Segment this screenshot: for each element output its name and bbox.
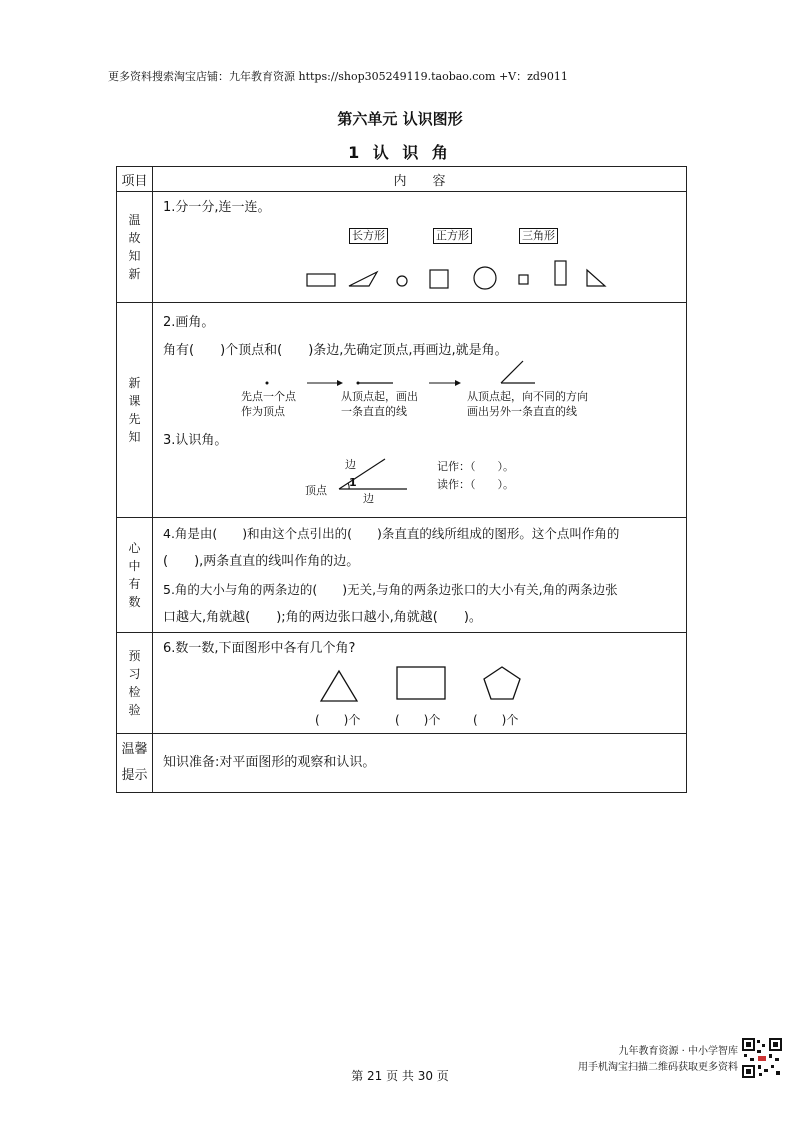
label-tip	[117, 734, 153, 793]
shape-rectangle-2	[555, 261, 566, 285]
step2-text-b: 一条直直的线	[341, 405, 407, 418]
answer-rectangle: ( )个	[395, 713, 441, 727]
question-3: 3.认识角。	[163, 433, 228, 448]
label-triangle: 三角形	[519, 228, 558, 244]
shape-triangle-1	[349, 272, 377, 286]
step2-text-a: 从顶点起，画出	[341, 390, 418, 403]
label-rectangle: 长方形	[349, 228, 388, 244]
question-5-line-2: 口越大,角就越( );角的两边张口越小,角就越( )。	[163, 610, 482, 625]
angle-label-edge-bottom: 边	[363, 492, 374, 505]
shapes-figure	[153, 192, 687, 302]
angle-label-vertex: 顶点	[305, 484, 327, 497]
brand-line-1: 九年教育资源 · 中小学智库	[618, 1046, 738, 1057]
step1-text-a: 先点一个点	[241, 390, 296, 403]
preview-triangle	[321, 671, 357, 701]
content-preview	[153, 633, 687, 734]
question-4-line-1: 4.角是由( )和由这个点引出的( )条直直的线所组成的图形。这个点叫作角的	[163, 526, 620, 541]
write-as-text: 记作：（ ）。	[437, 460, 514, 473]
question-6: 6.数一数,下面图形中各有几个角?	[163, 641, 356, 656]
step-arrow-2-head	[455, 380, 461, 386]
shape-circle-small	[397, 276, 407, 286]
step2-point	[357, 382, 360, 385]
question-5-line-1: 5.角的大小与角的两条边的( )无关,与角的两条边张口的大小有关,角的两条边张	[163, 582, 618, 597]
row-new	[117, 303, 687, 518]
answer-pentagon: ( )个	[473, 713, 519, 727]
header-text: 更多资料搜索淘宝店铺：九年教育资源 https://shop305249119.taobao.com +V：zd9011	[108, 70, 568, 83]
answer-triangle: ( )个	[315, 713, 361, 727]
step3-text-a: 从顶点起，向不同的方向	[467, 390, 588, 403]
step1-text-b: 作为顶点	[241, 405, 285, 418]
step3-line-b	[501, 361, 523, 383]
row-mind	[117, 518, 687, 633]
label-preview-text: 预习检验	[128, 649, 141, 717]
brand-line-2: 用手机淘宝扫描二维码获取更多资料	[578, 1062, 738, 1073]
step1-point	[266, 382, 269, 385]
question-2: 2.画角。	[163, 315, 215, 330]
step3-text-b: 画出另外一条直直的线	[467, 405, 577, 418]
page-number: 第 21 页 共 30 页	[351, 1069, 449, 1083]
label-mind-text: 心中有数	[128, 541, 141, 609]
read-as-text: 读作：（ ）。	[437, 478, 514, 491]
content-review	[153, 192, 687, 303]
content-new	[153, 303, 687, 518]
content-mind	[153, 518, 687, 633]
step-arrow-1-head	[337, 380, 343, 386]
question-1: 1.分一分,连一连。	[163, 200, 271, 215]
shape-rectangle-1	[307, 274, 335, 286]
draw-angle-steps-figure	[153, 303, 687, 517]
angle-label-edge-top: 边	[345, 458, 356, 471]
label-review	[117, 192, 153, 303]
shape-circle-large	[474, 267, 496, 289]
col-content-header: 内 容	[153, 167, 687, 192]
label-preview	[117, 633, 153, 734]
shape-triangle-2	[587, 270, 605, 286]
label-mind	[117, 518, 153, 633]
label-tip-text: 温馨提示	[121, 742, 148, 783]
table-header-row	[117, 167, 687, 192]
label-review-text: 温故知新	[128, 213, 141, 281]
row-tip	[117, 734, 687, 793]
unit-title: 第六单元 认识图形	[337, 110, 463, 128]
shape-square-2	[519, 275, 528, 284]
lesson-title: 1 认 识 角	[348, 143, 452, 162]
tip-text: 知识准备:对平面图形的观察和认识。	[163, 755, 376, 770]
preview-pentagon	[484, 667, 520, 699]
row-preview	[117, 633, 687, 734]
angle-label-mark: 1	[349, 476, 357, 489]
question-2-text: 角有( )个顶点和( )条边,先确定顶点,再画边,就是角。	[163, 343, 508, 358]
row-review	[117, 192, 687, 303]
col-item-header: 项目	[117, 167, 153, 192]
label-square: 正方形	[433, 228, 472, 244]
content-tip	[153, 734, 687, 793]
question-4-line-2: ( ),两条直直的线叫作角的边。	[163, 554, 360, 569]
lesson-table	[116, 166, 687, 793]
shape-square-1	[430, 270, 448, 288]
label-new	[117, 303, 153, 518]
label-new-text: 新课先知	[128, 376, 141, 444]
preview-rectangle	[397, 667, 445, 699]
